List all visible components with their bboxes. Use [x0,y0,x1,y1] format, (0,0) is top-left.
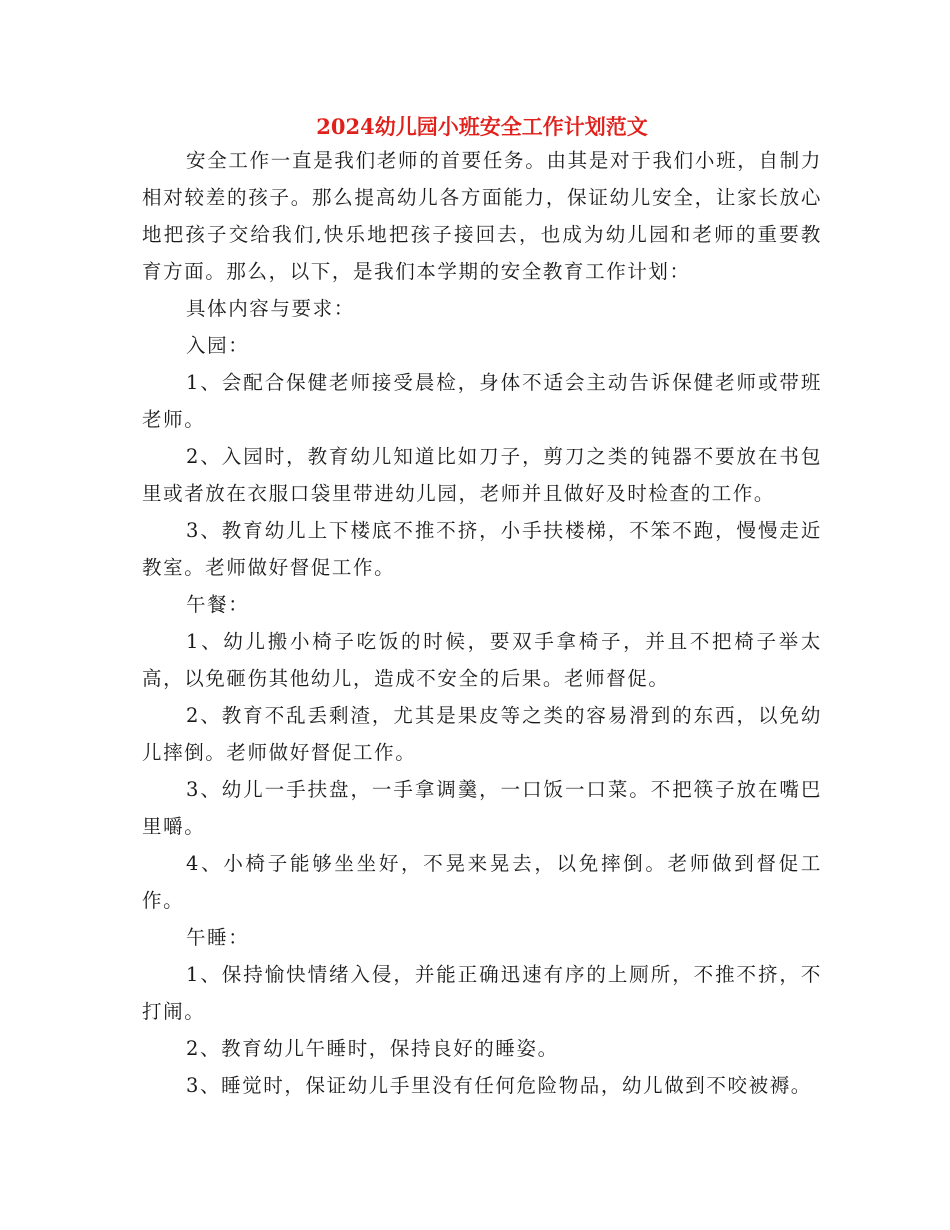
list-item-arrival-2: 2、入园时，教育幼儿知道比如刀子，剪刀之类的钝器不要放在书包里或者放在衣服口袋里带进幼儿园，老师并且做好及时检查的工作。 [142,445,822,505]
list-item-arrival-3: 3、教育幼儿上下楼底不推不挤，小手扶楼梯，不笨不跑，慢慢走近教室。老师做好督促工作。 [142,519,822,579]
list-item-nap-1: 1、保持愉快情绪入侵，并能正确迅速有序的上厕所，不推不挤，不打闹。 [142,963,822,1023]
section-heading-arrival: 入园： [186,334,250,357]
list-item-nap-2: 2、教育幼儿午睡时，保持良好的睡姿。 [186,1037,559,1060]
paragraph-intro: 安全工作一直是我们老师的首要任务。由其是对于我们小班，自制力相对较差的孩子。那么提高幼儿各方面能力，保证幼儿安全，让家长放心地把孩子交给我们,快乐地把孩子接回去，也成为幼儿园和老师的重要教育方面。那么，以下，是我们本学期的安全教育工作计划： [142,149,822,283]
list-item-arrival-1: 1、会配合保健老师接受晨检，身体不适会主动告诉保健老师或带班老师。 [142,371,822,431]
list-item-lunch-3: 3、幼儿一手扶盘，一手拿调羹，一口饭一口菜。不把筷子放在嘴巴里嚼。 [142,778,822,838]
list-item-lunch-1: 1、幼儿搬小椅子吃饭的时候，要双手拿椅子，并且不把椅子举太高，以免砸伤其他幼儿，造成不安全的后果。老师督促。 [142,630,822,690]
section-heading-requirements: 具体内容与要求： [186,297,355,320]
list-item-nap-3: 3、睡觉时，保证幼儿手里没有任何危险物品，幼儿做到不咬被褥。 [186,1074,812,1097]
list-item-lunch-2: 2、教育不乱丢剩渣，尤其是果皮等之类的容易滑到的东西，以免幼儿摔倒。老师做好督促工作。 [142,704,822,764]
section-heading-nap: 午睡： [186,926,250,949]
list-item-lunch-4: 4、小椅子能够坐坐好，不晃来晃去，以免摔倒。老师做到督促工作。 [142,852,822,912]
document-title: 2024幼儿园小班安全工作计划范文 [316,114,648,139]
section-heading-lunch: 午餐： [186,593,250,616]
